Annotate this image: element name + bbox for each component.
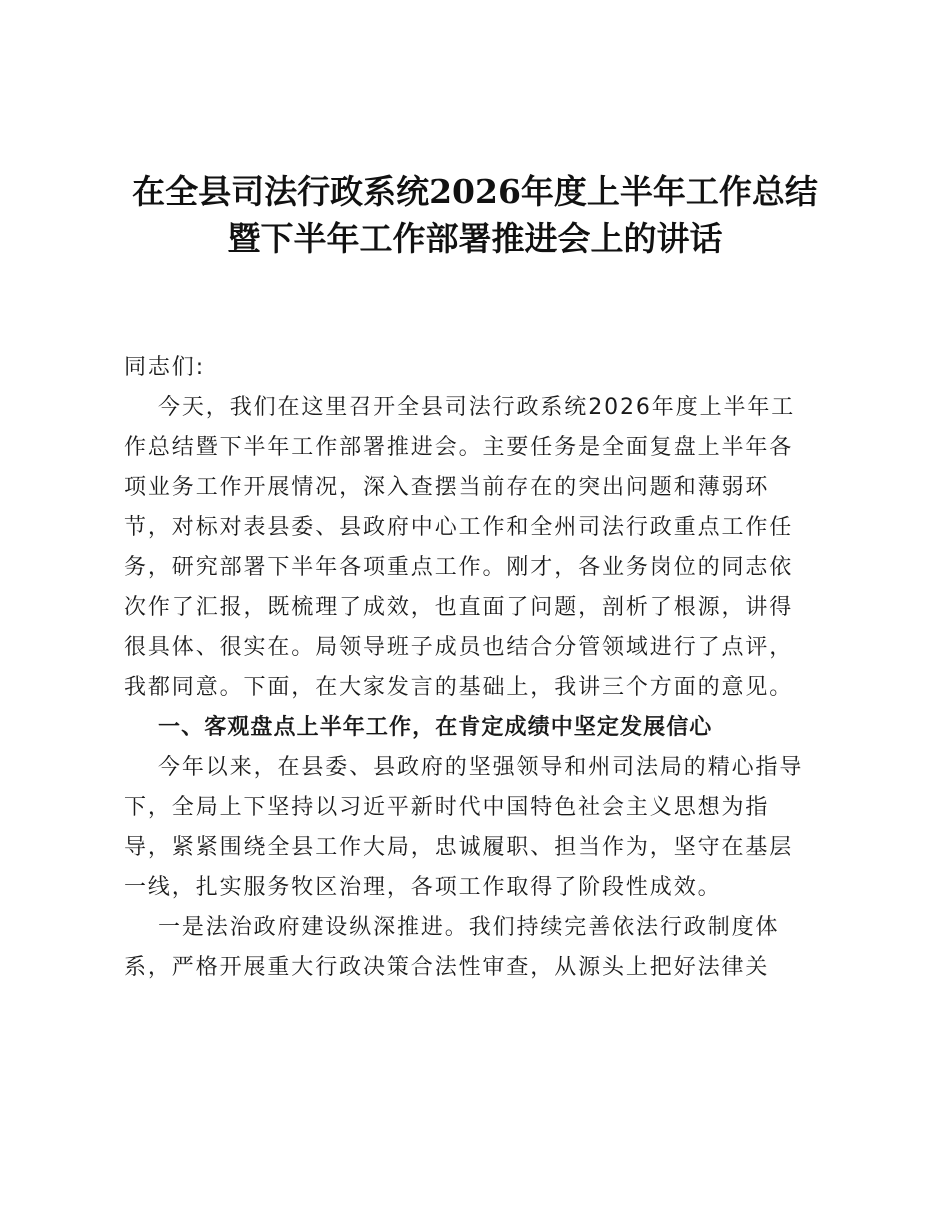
text-line: 一线，扎实服务牧区治理，各项工作取得了阶段性成效。 xyxy=(124,875,722,900)
text-line: 我都同意。下面，在大家发言的基础上，我讲三个方面的意见。 xyxy=(124,675,794,700)
title-line-1: 在全县司法行政系统2026年度上半年工作总结 xyxy=(132,172,818,211)
text-line: 次作了汇报，既梳理了成效，也直面了问题，剖析了根源，讲得 xyxy=(124,595,794,620)
document-body xyxy=(124,348,836,988)
text-line: 系，严格开展重大行政决策合法性审查，从源头上把好法律关 xyxy=(124,955,770,980)
text-line: 导，紧紧围绕全县工作大局，忠诚履职、担当作为，坚守在基层 xyxy=(124,835,794,860)
text-line: 一是法治政府建设纵深推进。我们持续完善依法行政制度体 xyxy=(158,915,780,940)
text-line: 节，对标对表县委、县政府中心工作和全州司法行政重点工作任 xyxy=(124,515,794,540)
title-line-2: 暨下半年工作部署推进会上的讲话 xyxy=(227,219,723,258)
text-line: 下，全局上下坚持以习近平新时代中国特色社会主义思想为指 xyxy=(124,795,770,820)
text-line: 今年以来，在县委、县政府的坚强领导和州司法局的精心指导 xyxy=(158,755,804,780)
text-line: 今天，我们在这里召开全县司法行政系统2026年度上半年工 xyxy=(158,395,796,420)
document-title xyxy=(60,168,890,262)
text-line: 项业务工作开展情况，深入查摆当前存在的突出问题和薄弱环 xyxy=(124,475,770,500)
section-heading: 一、客观盘点上半年工作，在肯定成绩中坚定发展信心 xyxy=(158,715,713,740)
text-line: 务，研究部署下半年各项重点工作。刚才，各业务岗位的同志依 xyxy=(124,555,794,580)
text-line: 作总结暨下半年工作部署推进会。主要任务是全面复盘上半年各 xyxy=(124,435,794,460)
text-line: 很具体、很实在。局领导班子成员也结合分管领域进行了点评， xyxy=(124,635,794,660)
salutation: 同志们: xyxy=(124,355,206,380)
